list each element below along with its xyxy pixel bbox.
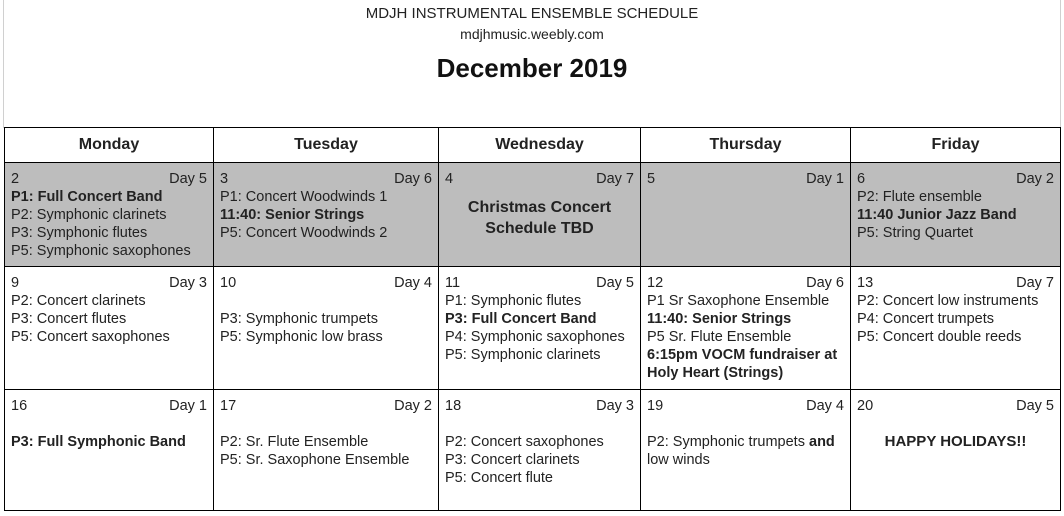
cycle-day: Day 3 (596, 398, 634, 414)
weekday-header: Friday (851, 128, 1061, 163)
day-cell (439, 163, 641, 267)
date-number: 13 (857, 275, 874, 291)
schedule-entry: P5: Symphonic saxophones (11, 243, 191, 259)
cycle-day: Day 1 (806, 171, 844, 187)
schedule-entry: P5: String Quartet (857, 225, 974, 241)
calendar-table (4, 127, 1061, 511)
schedule-entry: P1: Symphonic flutes (445, 293, 582, 309)
cycle-day: Day 1 (169, 398, 207, 414)
weekday-header: Wednesday (439, 128, 641, 163)
weekday-header-row (5, 128, 1061, 163)
cycle-day: Day 4 (806, 398, 844, 414)
schedule-entry: P3: Symphonic trumpets (220, 311, 378, 327)
date-number: 9 (11, 275, 20, 291)
schedule-entry: P3: Full Symphonic Band (11, 434, 186, 450)
schedule-entry: P2: Concert clarinets (11, 293, 146, 309)
date-number: 20 (857, 398, 874, 414)
weekday-header: Tuesday (214, 128, 439, 163)
schedule-entry: P4: Symphonic saxophones (445, 329, 625, 345)
schedule-entry: P3: Concert flutes (11, 311, 127, 327)
cycle-day: Day 6 (394, 171, 432, 187)
schedule-entry: 11:40: Senior Strings (647, 311, 792, 327)
schedule-entry: P5: Concert flute (445, 470, 553, 486)
schedule-entry: 11:40 Junior Jazz Band (857, 207, 1017, 223)
cycle-day: Day 7 (1016, 275, 1054, 291)
schedule-entry: P3: Concert clarinets (445, 452, 580, 468)
date-number: 2 (11, 171, 20, 187)
schedule-entry-text: P2: Symphonic trumpets (647, 434, 805, 450)
cycle-day: Day 6 (806, 275, 844, 291)
schedule-entry: P3: Symphonic flutes (11, 225, 148, 241)
date-number: 10 (220, 275, 237, 291)
schedule-entry: P2: Sr. Flute Ensemble (220, 434, 369, 450)
week-row (5, 163, 1061, 267)
date-number: 4 (445, 171, 454, 187)
organization-title: MDJH INSTRUMENTAL ENSEMBLE SCHEDULE (365, 5, 699, 22)
schedule-entry: P3: Full Concert Band (445, 311, 597, 327)
day-cell (5, 390, 214, 511)
date-number: 19 (647, 398, 664, 414)
schedule-entry: P1: Concert Woodwinds 1 (220, 189, 388, 205)
schedule-entry: P2: Concert saxophones (445, 434, 604, 450)
week-row (5, 267, 1061, 390)
cycle-day: Day 2 (1016, 171, 1054, 187)
day-cell (641, 163, 851, 267)
event-note-line: Christmas Concert (467, 199, 612, 216)
weekday-header: Monday (5, 128, 214, 163)
schedule-entry: low winds (647, 452, 710, 468)
day-cell (5, 163, 214, 267)
day-cell (5, 267, 214, 390)
date-number: 6 (857, 171, 866, 187)
schedule-entry: P2: Concert low instruments (857, 293, 1039, 309)
schedule-entry: P1: Full Concert Band (11, 189, 163, 205)
day-cell (439, 390, 641, 511)
schedule-entry: P2: Flute ensemble (857, 189, 982, 205)
schedule-entry-emphasis: and (809, 434, 835, 450)
page-title: December 2019 (436, 53, 628, 83)
schedule-entry: 6:15pm VOCM fundraiser at Holy Heart (Strings) (647, 347, 838, 381)
cycle-day: Day 5 (1016, 398, 1054, 414)
day-cell (851, 390, 1061, 511)
cycle-day: Day 7 (596, 171, 634, 187)
day-cell (214, 390, 439, 511)
schedule-entry: P5: Concert double reeds (857, 329, 1022, 345)
weekday-header: Thursday (641, 128, 851, 163)
schedule-entry: P5: Concert Woodwinds 2 (220, 225, 388, 241)
date-number: 3 (220, 171, 229, 187)
week-row (5, 390, 1061, 511)
cycle-day: Day 4 (394, 275, 432, 291)
event-note-line: Schedule TBD (485, 220, 594, 237)
date-number: 16 (11, 398, 28, 414)
schedule-entry: P5: Symphonic clarinets (445, 347, 601, 363)
day-cell (851, 267, 1061, 390)
day-cell (214, 267, 439, 390)
schedule-entry: P4: Concert trumpets (857, 311, 994, 327)
schedule-entry: P2: Symphonic clarinets (11, 207, 167, 223)
date-number: 12 (647, 275, 664, 291)
cycle-day: Day 2 (394, 398, 432, 414)
date-number: 18 (445, 398, 462, 414)
day-cell (641, 267, 851, 390)
schedule-entry: P1 Sr Saxophone Ensemble (647, 293, 830, 309)
schedule-entry (647, 433, 844, 451)
schedule-entry: P5: Sr. Saxophone Ensemble (220, 452, 410, 468)
schedule-entry: P5: Concert saxophones (11, 329, 170, 345)
cycle-day: Day 5 (169, 171, 207, 187)
cycle-day: Day 5 (596, 275, 634, 291)
date-number: 17 (220, 398, 237, 414)
schedule-entry: P5 Sr. Flute Ensemble (647, 329, 792, 345)
holiday-message: HAPPY HOLIDAYS!! (884, 433, 1027, 450)
day-cell (641, 390, 851, 511)
cycle-day: Day 3 (169, 275, 207, 291)
event-note (445, 197, 634, 239)
date-number: 11 (445, 275, 461, 291)
website-link[interactable]: mdjhmusic.weebly.com (460, 26, 604, 42)
schedule-entry: P5: Symphonic low brass (220, 329, 383, 345)
day-cell (439, 267, 641, 390)
day-cell (214, 163, 439, 267)
date-number: 5 (647, 171, 656, 187)
day-cell (851, 163, 1061, 267)
schedule-entry: 11:40: Senior Strings (220, 207, 365, 223)
